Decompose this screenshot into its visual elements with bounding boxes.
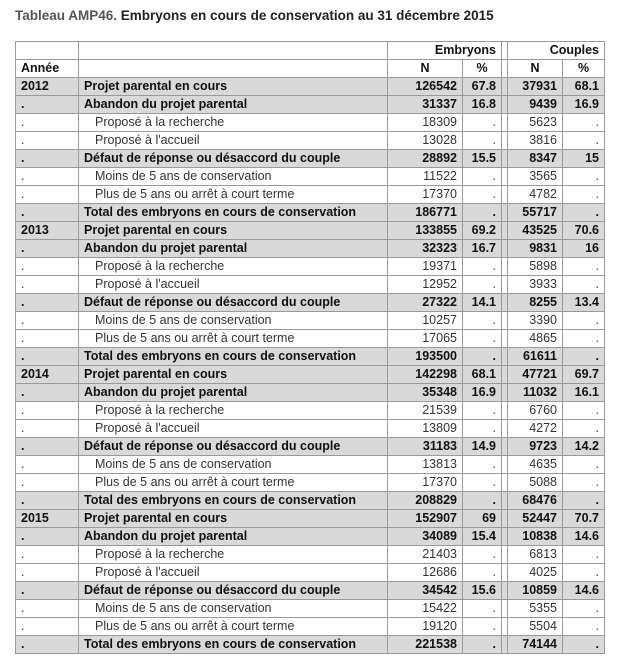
couples-pct-cell: .: [563, 456, 605, 474]
couples-pct-cell: .: [563, 600, 605, 618]
year-cell: .: [16, 348, 79, 366]
table-row: [16, 420, 605, 438]
embryons-n-cell: 18309: [388, 114, 463, 132]
couples-n-cell: 3816: [508, 132, 563, 150]
year-cell: .: [16, 330, 79, 348]
table-title: [15, 8, 494, 23]
couples-pct-cell: 70.7: [563, 510, 605, 528]
embryons-pct-cell: .: [463, 420, 502, 438]
embryons-n-cell: 186771: [388, 204, 463, 222]
embryons-n-cell: 15422: [388, 600, 463, 618]
embryons-pct-cell: .: [463, 168, 502, 186]
couples-n-cell: 37931: [508, 78, 563, 96]
embryons-pct-cell: .: [463, 276, 502, 294]
embryons-n-cell: 34089: [388, 528, 463, 546]
year-cell: .: [16, 240, 79, 258]
couples-n-cell: 8255: [508, 294, 563, 312]
embryons-pct-cell: .: [463, 492, 502, 510]
embryons-n-cell: 28892: [388, 150, 463, 168]
embryons-pct-cell: 15.6: [463, 582, 502, 600]
year-cell: 2014: [16, 366, 79, 384]
embryons-pct-cell: .: [463, 312, 502, 330]
table-caption: Embryons en cours de conservation au 31 décembre 2015: [117, 8, 494, 23]
table-row: [16, 636, 605, 654]
label-cell: Proposé à la recherche: [79, 546, 388, 564]
table-row: [16, 132, 605, 150]
embryons-pct-cell: 15.5: [463, 150, 502, 168]
embryons-n-cell: 12952: [388, 276, 463, 294]
embryons-pct-cell: 68.1: [463, 366, 502, 384]
embryons-pct-cell: 14.9: [463, 438, 502, 456]
embryons-n-cell: 142298: [388, 366, 463, 384]
couples-n-cell: 3565: [508, 168, 563, 186]
table-row: [16, 168, 605, 186]
year-cell: 2015: [16, 510, 79, 528]
header-couples-n: N: [508, 60, 563, 78]
couples-pct-cell: 69.7: [563, 366, 605, 384]
year-cell: .: [16, 636, 79, 654]
label-cell: Total des embryons en cours de conservation: [79, 204, 388, 222]
label-cell: Plus de 5 ans ou arrêt à court terme: [79, 474, 388, 492]
embryons-pct-cell: .: [463, 204, 502, 222]
year-cell: .: [16, 492, 79, 510]
year-cell: .: [16, 474, 79, 492]
table-row: [16, 312, 605, 330]
embryons-n-cell: 13028: [388, 132, 463, 150]
label-cell: Proposé à la recherche: [79, 258, 388, 276]
table-row: [16, 114, 605, 132]
label-cell: Moins de 5 ans de conservation: [79, 312, 388, 330]
couples-n-cell: 4272: [508, 420, 563, 438]
embryons-pct-cell: .: [463, 600, 502, 618]
embryons-n-cell: 21539: [388, 402, 463, 420]
embryons-n-cell: 34542: [388, 582, 463, 600]
couples-n-cell: 6760: [508, 402, 563, 420]
couples-n-cell: 74144: [508, 636, 563, 654]
embryons-n-cell: 13809: [388, 420, 463, 438]
label-cell: Proposé à la recherche: [79, 114, 388, 132]
couples-pct-cell: .: [563, 132, 605, 150]
couples-n-cell: 4865: [508, 330, 563, 348]
table-row: [16, 204, 605, 222]
label-cell: Abandon du projet parental: [79, 240, 388, 258]
table-row: [16, 96, 605, 114]
embryons-pct-cell: .: [463, 348, 502, 366]
year-cell: .: [16, 420, 79, 438]
embryons-n-cell: 21403: [388, 546, 463, 564]
label-cell: Total des embryons en cours de conservation: [79, 348, 388, 366]
embryons-n-cell: 133855: [388, 222, 463, 240]
couples-n-cell: 61611: [508, 348, 563, 366]
year-cell: .: [16, 150, 79, 168]
couples-pct-cell: .: [563, 186, 605, 204]
label-cell: Proposé à l'accueil: [79, 132, 388, 150]
year-cell: .: [16, 312, 79, 330]
couples-n-cell: 10838: [508, 528, 563, 546]
table-row: [16, 564, 605, 582]
year-cell: .: [16, 582, 79, 600]
couples-n-cell: 5898: [508, 258, 563, 276]
couples-n-cell: 8347: [508, 150, 563, 168]
couples-n-cell: 4635: [508, 456, 563, 474]
couples-pct-cell: 14.6: [563, 528, 605, 546]
couples-n-cell: 9723: [508, 438, 563, 456]
table-row: [16, 528, 605, 546]
label-cell: Défaut de réponse ou désaccord du couple: [79, 582, 388, 600]
couples-pct-cell: .: [563, 114, 605, 132]
table-row: [16, 402, 605, 420]
couples-pct-cell: .: [563, 276, 605, 294]
embryons-n-cell: 10257: [388, 312, 463, 330]
year-cell: .: [16, 528, 79, 546]
couples-n-cell: 43525: [508, 222, 563, 240]
couples-pct-cell: 15: [563, 150, 605, 168]
embryons-n-cell: 17065: [388, 330, 463, 348]
embryons-pct-cell: 15.4: [463, 528, 502, 546]
embryons-pct-cell: .: [463, 330, 502, 348]
embryons-n-cell: 19371: [388, 258, 463, 276]
label-cell: Abandon du projet parental: [79, 528, 388, 546]
year-cell: .: [16, 114, 79, 132]
embryons-n-cell: 32323: [388, 240, 463, 258]
header-embryons-n: N: [388, 60, 463, 78]
label-cell: Projet parental en cours: [79, 222, 388, 240]
table-row: [16, 546, 605, 564]
embryons-pct-cell: .: [463, 618, 502, 636]
table-row: [16, 330, 605, 348]
embryons-pct-cell: 69: [463, 510, 502, 528]
table-row: [16, 258, 605, 276]
label-cell: Plus de 5 ans ou arrêt à court terme: [79, 330, 388, 348]
year-cell: .: [16, 402, 79, 420]
couples-n-cell: 68476: [508, 492, 563, 510]
year-cell: .: [16, 258, 79, 276]
table-row: [16, 618, 605, 636]
embryons-pct-cell: 16.8: [463, 96, 502, 114]
label-cell: Proposé à l'accueil: [79, 276, 388, 294]
table-row: [16, 294, 605, 312]
year-cell: .: [16, 204, 79, 222]
header-embryons-pct: %: [463, 60, 502, 78]
couples-n-cell: 55717: [508, 204, 563, 222]
label-cell: Plus de 5 ans ou arrêt à court terme: [79, 186, 388, 204]
couples-n-cell: 11032: [508, 384, 563, 402]
table-row: [16, 78, 605, 96]
year-cell: .: [16, 132, 79, 150]
label-cell: Moins de 5 ans de conservation: [79, 600, 388, 618]
header-annee: Année: [16, 60, 79, 78]
couples-n-cell: 10859: [508, 582, 563, 600]
label-cell: Projet parental en cours: [79, 510, 388, 528]
embryons-pct-cell: .: [463, 258, 502, 276]
embryons-pct-cell: 67.8: [463, 78, 502, 96]
couples-pct-cell: 68.1: [563, 78, 605, 96]
year-cell: .: [16, 546, 79, 564]
couples-pct-cell: .: [563, 168, 605, 186]
year-cell: .: [16, 438, 79, 456]
year-cell: .: [16, 186, 79, 204]
couples-n-cell: 9831: [508, 240, 563, 258]
table-row: [16, 582, 605, 600]
table-row: [16, 186, 605, 204]
label-cell: Total des embryons en cours de conservation: [79, 492, 388, 510]
couples-pct-cell: 13.4: [563, 294, 605, 312]
embryons-pct-cell: 69.2: [463, 222, 502, 240]
label-cell: Total des embryons en cours de conservation: [79, 636, 388, 654]
year-cell: 2012: [16, 78, 79, 96]
table-row: [16, 384, 605, 402]
couples-n-cell: 3390: [508, 312, 563, 330]
header-row-columns: [16, 60, 605, 78]
label-cell: Proposé à la recherche: [79, 402, 388, 420]
couples-n-cell: 52447: [508, 510, 563, 528]
table-row: [16, 474, 605, 492]
couples-pct-cell: .: [563, 474, 605, 492]
embryons-pct-cell: 16.7: [463, 240, 502, 258]
label-cell: Plus de 5 ans ou arrêt à court terme: [79, 618, 388, 636]
year-cell: .: [16, 600, 79, 618]
table-row: [16, 510, 605, 528]
label-cell: Défaut de réponse ou désaccord du couple: [79, 438, 388, 456]
header-embryons: Embryons: [388, 42, 502, 60]
couples-pct-cell: .: [563, 546, 605, 564]
embryons-n-cell: 11522: [388, 168, 463, 186]
table-row: [16, 492, 605, 510]
couples-pct-cell: 16: [563, 240, 605, 258]
embryons-pct-cell: .: [463, 546, 502, 564]
embryons-n-cell: 208829: [388, 492, 463, 510]
couples-pct-cell: .: [563, 564, 605, 582]
embryons-n-cell: 13813: [388, 456, 463, 474]
couples-pct-cell: .: [563, 636, 605, 654]
couples-pct-cell: .: [563, 258, 605, 276]
couples-pct-cell: 16.9: [563, 96, 605, 114]
couples-n-cell: 6813: [508, 546, 563, 564]
couples-n-cell: 5088: [508, 474, 563, 492]
table-row: [16, 240, 605, 258]
embryons-n-cell: 17370: [388, 474, 463, 492]
label-cell: Projet parental en cours: [79, 366, 388, 384]
year-cell: .: [16, 276, 79, 294]
year-cell: .: [16, 384, 79, 402]
couples-pct-cell: .: [563, 330, 605, 348]
embryons-pct-cell: .: [463, 186, 502, 204]
embryons-n-cell: 27322: [388, 294, 463, 312]
embryons-n-cell: 152907: [388, 510, 463, 528]
table-row: [16, 276, 605, 294]
label-cell: Défaut de réponse ou désaccord du couple: [79, 150, 388, 168]
table-row: [16, 150, 605, 168]
couples-n-cell: 4782: [508, 186, 563, 204]
embryons-n-cell: 31337: [388, 96, 463, 114]
table-row: [16, 222, 605, 240]
couples-pct-cell: .: [563, 204, 605, 222]
label-cell: Proposé à l'accueil: [79, 420, 388, 438]
couples-pct-cell: 14.6: [563, 582, 605, 600]
embryons-pct-cell: .: [463, 564, 502, 582]
label-cell: Moins de 5 ans de conservation: [79, 168, 388, 186]
couples-pct-cell: .: [563, 618, 605, 636]
embryons-n-cell: 17370: [388, 186, 463, 204]
header-row-groups: [16, 42, 605, 60]
label-cell: Abandon du projet parental: [79, 384, 388, 402]
couples-pct-cell: .: [563, 402, 605, 420]
couples-n-cell: 5623: [508, 114, 563, 132]
embryos-table: [15, 41, 605, 654]
embryons-pct-cell: .: [463, 114, 502, 132]
couples-pct-cell: .: [563, 348, 605, 366]
embryons-n-cell: 12686: [388, 564, 463, 582]
couples-pct-cell: .: [563, 312, 605, 330]
couples-pct-cell: .: [563, 492, 605, 510]
year-cell: .: [16, 618, 79, 636]
label-cell: Défaut de réponse ou désaccord du couple: [79, 294, 388, 312]
year-cell: 2013: [16, 222, 79, 240]
header-couples: Couples: [508, 42, 605, 60]
embryons-pct-cell: 16.9: [463, 384, 502, 402]
couples-pct-cell: 70.6: [563, 222, 605, 240]
embryons-pct-cell: .: [463, 132, 502, 150]
label-cell: Proposé à l'accueil: [79, 564, 388, 582]
table-row: [16, 438, 605, 456]
year-cell: .: [16, 96, 79, 114]
year-cell: .: [16, 564, 79, 582]
couples-n-cell: 47721: [508, 366, 563, 384]
table-row: [16, 348, 605, 366]
embryons-n-cell: 35348: [388, 384, 463, 402]
year-cell: .: [16, 168, 79, 186]
header-couples-pct: %: [563, 60, 605, 78]
table-row: [16, 366, 605, 384]
label-cell: Moins de 5 ans de conservation: [79, 456, 388, 474]
couples-pct-cell: .: [563, 420, 605, 438]
embryons-n-cell: 19120: [388, 618, 463, 636]
embryons-pct-cell: 14.1: [463, 294, 502, 312]
embryons-n-cell: 221538: [388, 636, 463, 654]
embryons-pct-cell: .: [463, 456, 502, 474]
couples-n-cell: 5355: [508, 600, 563, 618]
embryons-n-cell: 193500: [388, 348, 463, 366]
embryons-n-cell: 31183: [388, 438, 463, 456]
couples-n-cell: 4025: [508, 564, 563, 582]
couples-pct-cell: 16.1: [563, 384, 605, 402]
label-cell: Projet parental en cours: [79, 78, 388, 96]
table-row: [16, 456, 605, 474]
year-cell: .: [16, 456, 79, 474]
couples-n-cell: 9439: [508, 96, 563, 114]
couples-n-cell: 5504: [508, 618, 563, 636]
embryons-pct-cell: .: [463, 402, 502, 420]
couples-pct-cell: 14.2: [563, 438, 605, 456]
label-cell: Abandon du projet parental: [79, 96, 388, 114]
table-row: [16, 600, 605, 618]
couples-n-cell: 3933: [508, 276, 563, 294]
embryons-n-cell: 126542: [388, 78, 463, 96]
embryons-pct-cell: .: [463, 474, 502, 492]
table-number: Tableau AMP46.: [15, 8, 118, 23]
year-cell: .: [16, 294, 79, 312]
embryons-pct-cell: .: [463, 636, 502, 654]
